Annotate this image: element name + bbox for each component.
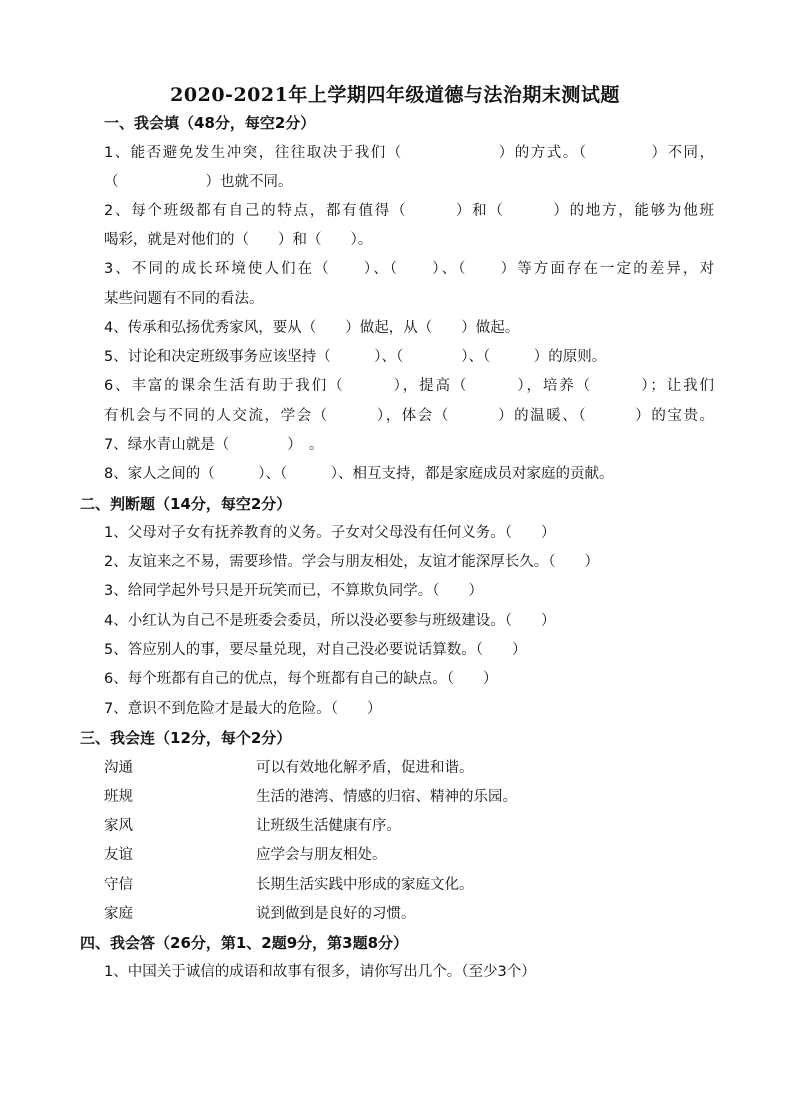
question-line: 4、传承和弘扬优秀家风，要从（ ）做起，从（ ）做起。	[104, 320, 520, 336]
question-line: 1、父母对子女有抚养教育的义务。子女对父母没有任何义务。（ ）	[104, 525, 556, 541]
match-term: 友谊	[104, 847, 133, 863]
question-line: 3、给同学起外号只是开玩笑而已，不算欺负同学。（ ）	[104, 583, 483, 599]
page-title: 2020-2021年上学期四年级道德与法治期末测试题	[170, 84, 620, 106]
match-term: 家庭	[104, 906, 133, 922]
match-term: 守信	[104, 877, 133, 893]
section-heading-matching: 三、我会连（12分，每个2分）	[80, 729, 292, 747]
section-heading-short-answer: 四、我会答（26分，第1、2题9分，第3题8分）	[80, 934, 409, 952]
match-term: 班规	[104, 789, 133, 805]
question-line: 4、小红认为自己不是班委会委员，所以没必要参与班级建设。（ ）	[104, 613, 556, 629]
question-line: 1、中国关于诚信的成语和故事有很多，请你写出几个。（至少3个）	[104, 964, 536, 980]
question-line: 6、丰富的课余生活有助于我们（ ），提高（ ），培养（ ）；让我们	[104, 378, 714, 394]
match-description: 应学会与朋友相处。	[256, 847, 387, 863]
question-line: 2、友谊来之不易，需要珍惜。学会与朋友相处，友谊才能深厚长久。（ ）	[104, 554, 599, 570]
question-line: 1、能否避免发生冲突，往往取决于我们（ ）的方式。（ ）不同，	[104, 145, 714, 161]
question-line: 5、答应别人的事，要尽量兑现，对自己没必要说话算数。（ ）	[104, 642, 527, 658]
question-line: 有机会与不同的人交流，学会（ ），体会（ ）的温暖、（ ）的宝贵。	[104, 408, 714, 424]
question-line: 7、意识不到危险才是最大的危险。（ ）	[104, 701, 382, 717]
question-line: 2、每个班级都有自己的特点，都有值得（ ）和（ ）的地方，能够为他班	[104, 203, 714, 219]
section-heading-true-false: 二、判断题（14分，每空2分）	[80, 495, 292, 513]
question-line: （ ）也就不同。	[104, 174, 293, 190]
question-line: 8、家人之间的（ ）、（ ）、相互支持，都是家庭成员对家庭的贡献。	[104, 466, 614, 482]
question-line: 5、讨论和决定班级事务应该坚持（ ）、（ ）、（ ）的原则。	[104, 349, 607, 365]
question-line: 3、不同的成长环境使人们在（ ）、（ ）、（ ）等方面存在一定的差异，对	[104, 261, 714, 277]
question-line: 6、每个班都有自己的优点，每个班都有自己的缺点。（ ）	[104, 671, 498, 687]
match-description: 说到做到是良好的习惯。	[256, 906, 416, 922]
question-line: 某些问题有不同的看法。	[104, 291, 264, 307]
question-line: 7、绿水青山就是（ ） 。	[104, 437, 324, 453]
match-description: 可以有效地化解矛盾，促进和谐。	[256, 760, 474, 776]
match-description: 让班级生活健康有序。	[256, 818, 401, 834]
match-description: 长期生活实践中形成的家庭文化。	[256, 877, 474, 893]
question-line: 喝彩，就是对他们的（ ）和（ ）。	[104, 232, 373, 248]
match-term: 家风	[104, 818, 133, 834]
section-heading-fill-in: 一、我会填（48分，每空2分）	[104, 114, 316, 132]
match-description: 生活的港湾、情感的归宿、精神的乐园。	[256, 789, 517, 805]
match-term: 沟通	[104, 760, 133, 776]
